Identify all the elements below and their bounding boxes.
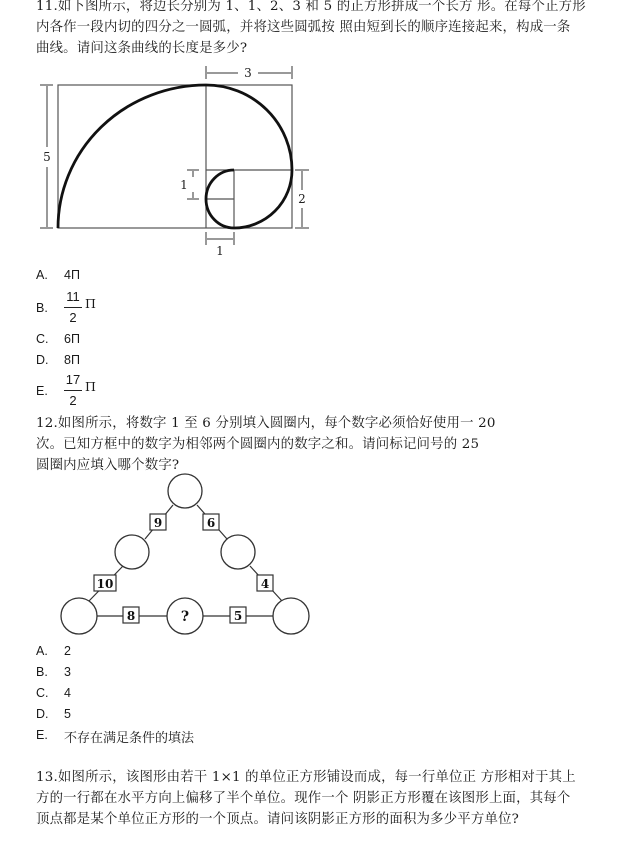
label-bottom-1: 1 (216, 244, 224, 258)
label-inner-1: 1 (180, 178, 188, 192)
q11-line-3: 曲线。请问这条曲线的长度是多少? (36, 41, 248, 56)
box-top-left-value: 9 (153, 516, 163, 530)
q11-option-d-value: 8Π (64, 353, 80, 367)
q11-line-1: 11.如下图所示，将边长分别为 1、1、2、3 和 5 的正方形拼成一个长方 形。在每个正方形 (36, 0, 586, 14)
q12-option-b-letter: B. (36, 665, 48, 679)
q11-option-c-value: 6Π (64, 332, 80, 346)
q12-option-b-value: 3 (64, 665, 71, 679)
q11-option-e-pi: Π (85, 379, 96, 394)
q11-line-2: 内各作一段内切的四分之一圆弧，并将这些圆弧按 照由短到长的顺序连接起来，构成一条 (36, 20, 571, 35)
q11-option-e-numerator: 17 (64, 371, 82, 391)
q12-line-3: 圆圈内应填入哪个数字? (36, 458, 180, 473)
q11-option-a-letter: A. (36, 268, 48, 282)
circle-mid-right (221, 535, 255, 569)
q13-text (36, 767, 606, 830)
box-right-value: 4 (260, 577, 270, 591)
q12-option-a-letter: A. (36, 644, 48, 658)
q11-option-a-value: 4Π (64, 268, 80, 282)
q12-option-c-letter: C. (36, 686, 49, 700)
circle-bottom-right (273, 598, 309, 634)
box-top-right-value: 6 (206, 516, 216, 530)
q13-line-1: 13.如图所示，该图形由若干 1×1 的单位正方形铺设而成，每一行单位正 方形相对于其上 (36, 770, 576, 785)
q13-line-2: 方的一行都在水平方向上偏移了半个单位。现作一个 阴影正方形覆在该图形上面，其每个 (36, 791, 571, 806)
box-bottom-right-value: 5 (233, 609, 243, 623)
q12-line-1: 12.如图所示，将数字 1 至 6 分别填入圆圈内，每个数字必须恰好使用一 20 (36, 416, 496, 431)
q11-option-b-pi: Π (85, 296, 96, 311)
q11-option-e-denominator: 2 (69, 393, 77, 408)
q12-option-d-value: 5 (64, 707, 71, 721)
box-left-value: 10 (96, 577, 114, 591)
question-mark: ? (180, 609, 190, 625)
label-left-5: 5 (43, 150, 51, 164)
q11-option-b-letter: B. (36, 301, 48, 315)
circle-mid-left (115, 535, 149, 569)
label-right-2: 2 (298, 192, 306, 206)
circle-bottom-left (61, 598, 97, 634)
q12-option-e-value: 不存在满足条件的填法 (64, 731, 195, 746)
q12-option-e-letter: E. (36, 728, 48, 742)
q12-option-a-value: 2 (64, 644, 71, 658)
q12-option-c-value: 4 (64, 686, 71, 700)
q12-option-d-letter: D. (36, 707, 49, 721)
q11-option-c-letter: C. (36, 332, 49, 346)
q11-option-d-letter: D. (36, 353, 49, 367)
q11-option-b-denominator: 2 (69, 310, 77, 325)
box-bottom-left-value: 8 (126, 609, 136, 623)
q11-option-e-letter: E. (36, 384, 48, 398)
q11-option-b-numerator: 11 (64, 288, 82, 308)
circle-top (168, 474, 202, 508)
q12-line-2: 次。已知方框中的数字为相邻两个圆圈内的数字之和。请问标记问号的 25 (36, 437, 480, 452)
label-top-3: 3 (244, 66, 252, 80)
q13-line-3: 顶点都是某个单位正方形的一个顶点。请问该阴影正方形的面积为多少平方单位? (36, 812, 520, 827)
